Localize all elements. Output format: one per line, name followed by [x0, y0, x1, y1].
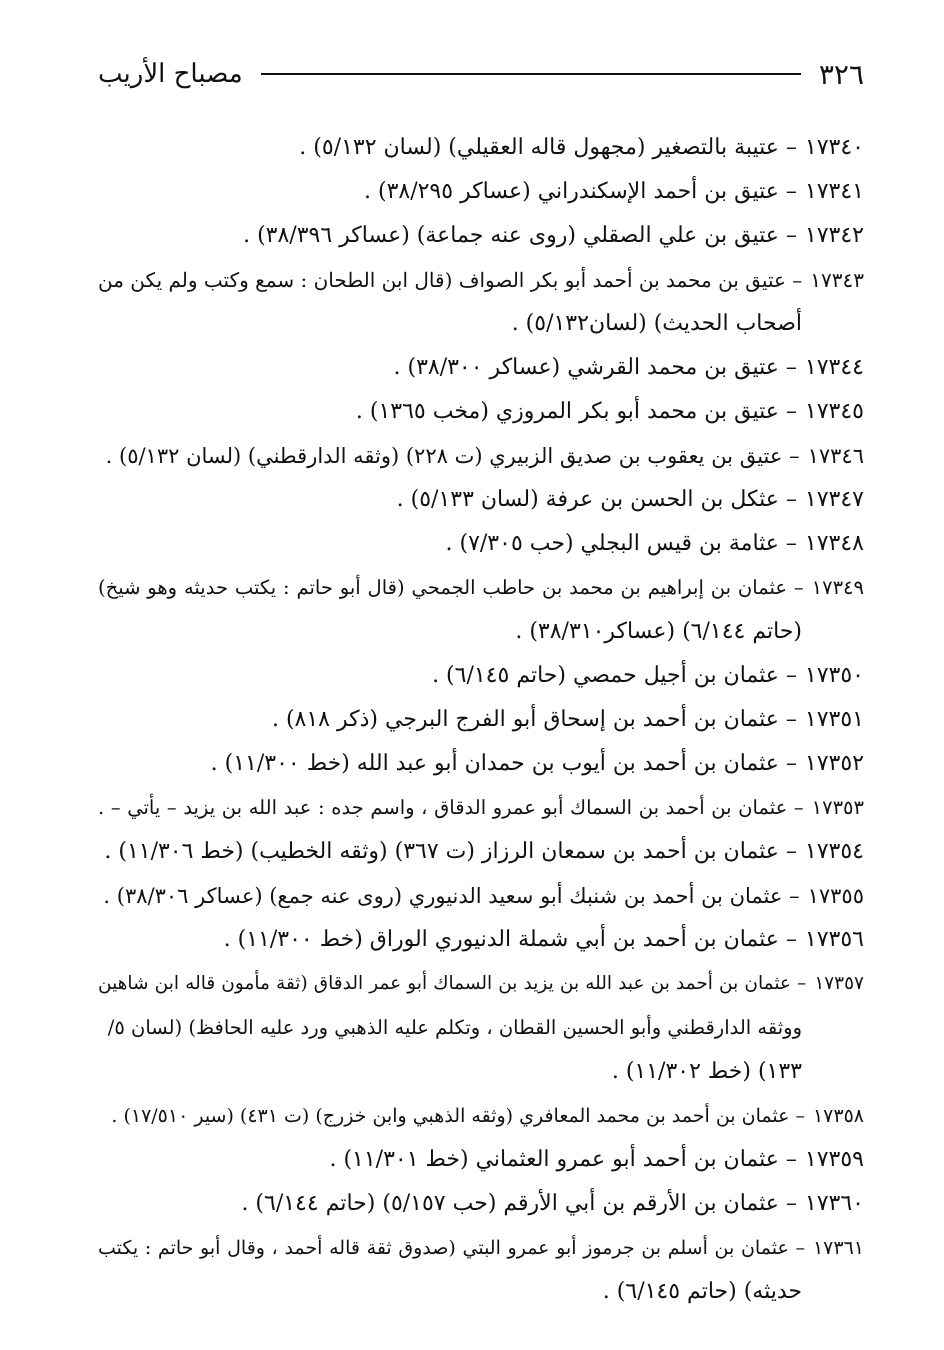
entry-number: ١٧٣٥٥	[807, 884, 864, 908]
entry-number: ١٧٣٤١	[804, 179, 864, 204]
entry-text: – عتيق بن يعقوب بن صديق الزبيري (ت ٢٢٨) (وثقه الدارقطني) (لسان ٥/١٣٢) .	[105, 444, 800, 468]
entry-line	[98, 566, 864, 610]
entry-text: – عثامة بن قيس البجلي (حب ٧/٣٠٥) .	[445, 531, 797, 556]
entry-continuation-line	[98, 1006, 864, 1050]
entry-text: – عتيق بن علي الصقلي (روى عنه جماعة) (عساكر ٣٨/٣٩٦) .	[243, 223, 797, 248]
entry-text: – عثمان بن أحمد بن أبي شملة الدنيوري الوراق (خط ١١/٣٠٠) .	[223, 927, 797, 952]
entry-line	[98, 258, 864, 302]
entry-line	[98, 170, 864, 214]
entry-continuation-line	[98, 302, 864, 346]
entry-line	[98, 1226, 864, 1270]
entry-text: – عتيق بن أحمد الإسكندراني (عساكر ٣٨/٢٩٥) .	[363, 179, 797, 204]
entry-number: ١٧٣٤٠	[804, 135, 864, 160]
entry-line	[98, 830, 864, 874]
entry-text: ووثقه الدارقطني وأبو الحسين القطان ، وتكلم عليه الذهبي ورد عليه الحافظ) (لسان ٥/	[107, 1016, 802, 1039]
entry-number: ١٧٣٤٧	[804, 487, 864, 512]
entry-line	[98, 1182, 864, 1226]
entry-number: ١٧٣٥٧	[814, 973, 864, 994]
entry-number: ١٧٣٦١	[812, 1237, 864, 1259]
entry-number: ١٧٣٦٠	[804, 1191, 864, 1216]
entry-text: – عثمان بن أحمد بن السماك أبو عمرو الدقاق ، واسم جده : عبد الله بن يزيد – يأتي – .	[98, 796, 804, 819]
entry-text: – عتيق بن محمد القرشي (عساكر ٣٨/٣٠٠) .	[393, 355, 797, 380]
entry-number: ١٧٣٥١	[804, 707, 864, 732]
entry-line	[98, 962, 864, 1006]
entry-line	[98, 742, 864, 786]
entry-line	[98, 214, 864, 258]
book-title: مصباح الأريب	[98, 59, 243, 89]
entry-text: – عثمان بن أحمد بن شنبك أبو سعيد الدنيوري (روى عنه جمع) (عساكر ٣٨/٣٠٦) .	[103, 884, 800, 908]
entry-number: ١٧٣٤٦	[807, 444, 864, 468]
entry-number: ١٧٣٥٤	[804, 839, 864, 864]
entry-text: – عتيبة بالتصغير (مجهول قاله العقيلي) (لسان ٥/١٣٢) .	[299, 135, 797, 160]
entry-continuation-line	[98, 1050, 864, 1094]
entry-number: ١٧٣٤٥	[804, 399, 864, 424]
entry-text: حديثه) (حاتم ٦/١٤٥) .	[602, 1279, 802, 1304]
entry-number: ١٧٣٤٨	[804, 531, 864, 556]
entry-text: – عثمان بن إبراهيم بن محمد بن حاطب الجمحي (قال أبو حاتم : يكتب حديثه وهو شيخ)	[98, 576, 804, 599]
entry-line	[98, 786, 864, 830]
header-rule	[261, 73, 801, 75]
entries-list	[98, 126, 864, 1314]
running-header	[98, 52, 864, 96]
entry-text: – عتيق بن محمد بن أحمد أبو بكر الصواف (قال ابن الطحان : سمع وكتب ولم يكن من	[98, 268, 803, 292]
entry-continuation-line	[98, 1270, 864, 1314]
entry-text: – عثكل بن الحسن بن عرفة (لسان ٥/١٣٣) .	[396, 487, 797, 512]
entry-line	[98, 478, 864, 522]
entry-line	[98, 874, 864, 918]
entry-text: – عتيق بن محمد أبو بكر المروزي (مخب ١٣٦٥) .	[355, 399, 797, 424]
page-number: ٣٢٦	[818, 57, 864, 91]
entry-text: – عثمان بن أحمد أبو عمرو العثماني (خط ١١/٣٠١) .	[329, 1147, 797, 1172]
entry-line	[98, 698, 864, 742]
entry-text: (حاتم ٦/١٤٤) (عساكر٣٨/٣١٠) .	[515, 619, 802, 644]
entry-number: ١٧٣٤٤	[804, 355, 864, 380]
entry-text: ١٣٣) (خط ١١/٣٠٢) .	[611, 1059, 802, 1084]
entry-line	[98, 434, 864, 478]
entry-line	[98, 522, 864, 566]
entry-line	[98, 126, 864, 170]
entry-line	[98, 390, 864, 434]
entry-text: – عثمان بن أحمد بن أيوب بن حمدان أبو عبد الله (خط ١١/٣٠٠) .	[210, 751, 797, 776]
entry-text: – عثمان بن الأرقم بن أبي الأرقم (حب ٥/١٥٧) (حاتم ٦/١٤٤) .	[241, 1191, 797, 1216]
entry-text: – عثمان بن أحمد بن إسحاق أبو الفرج البرجي (ذكر ٨١٨) .	[271, 707, 797, 732]
entry-line	[98, 1094, 864, 1138]
entry-text: – عثمان بن أحمد بن سمعان الرزاز (ت ٣٦٧) (وثقه الخطيب) (خط ١١/٣٠٦) .	[104, 839, 797, 864]
entry-number: ١٧٣٥٠	[804, 663, 864, 688]
entry-text: – عثمان بن أسلم بن جرموز أبو عمرو البتي (صدوق ثقة قاله أحمد ، وقال أبو حاتم : يكتب	[98, 1237, 805, 1259]
entry-line	[98, 346, 864, 390]
entry-line	[98, 654, 864, 698]
entry-number: ١٧٣٥٩	[804, 1147, 864, 1172]
entry-number: ١٧٣٥٦	[804, 927, 864, 952]
entry-text: – عثمان بن أحمد بن عبد الله بن يزيد بن السماك أبو عمر الدقاق (ثقة مأمون قاله ابن شاهين	[98, 973, 807, 994]
entry-continuation-line	[98, 610, 864, 654]
entry-text: – عثمان بن أجيل حمصي (حاتم ٦/١٤٥) .	[432, 663, 797, 688]
entry-text: أصحاب الحديث) (لسان٥/١٣٢) .	[511, 311, 802, 336]
entry-number: ١٧٣٥٨	[812, 1105, 864, 1127]
entry-text: – عثمان بن أحمد بن محمد المعافري (وثقه الذهبي وابن خزرج) (ت ٤٣١) (سير ١٧/٥١٠) .	[111, 1105, 805, 1127]
entry-line	[98, 1138, 864, 1182]
entry-number: ١٧٣٤٣	[810, 268, 864, 292]
entry-number: ١٧٣٤٢	[804, 223, 864, 248]
entry-number: ١٧٣٤٩	[811, 576, 864, 599]
entry-number: ١٧٣٥٣	[811, 796, 864, 819]
entry-number: ١٧٣٥٢	[804, 751, 864, 776]
entry-line	[98, 918, 864, 962]
